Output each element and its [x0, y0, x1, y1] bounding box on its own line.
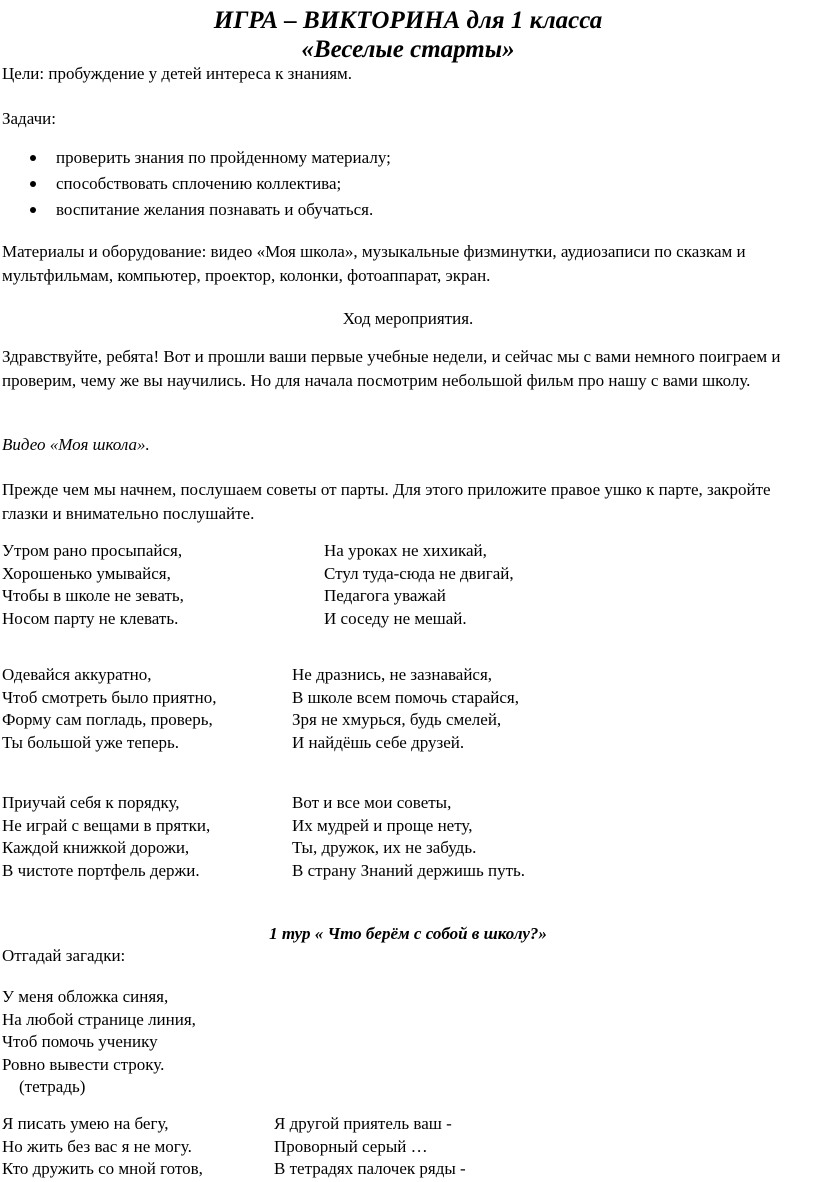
list-item: воспитание желания познавать и обучаться. [0, 198, 391, 224]
list-item: проверить знания по пройденному материалу; [0, 146, 391, 172]
bullet-icon [30, 181, 36, 187]
poem-block-2-right: Не дразнись, не зазнавайся, В школе всем помочь старайся, Зря не хмурься, будь смелей, И найдёшь себе друзей. [292, 665, 519, 752]
title-line-2: «Веселые старты» [301, 36, 515, 63]
goals-text: Цели: пробуждение у детей интереса к знаниям. [2, 64, 353, 83]
bullet-icon [30, 155, 36, 161]
bullet-icon [30, 207, 36, 213]
poem-block-3-right: Вот и все мои советы, Их мудрей и проще нету, Ты, дружок, их не забудь. В страну Знаний держишь путь. [292, 793, 526, 880]
tasks-list [0, 146, 391, 224]
poem-block-2-left: Одевайся аккуратно, Чтоб смотреть было приятно, Форму сам погладь, проверь, Ты большой уже теперь. [2, 665, 217, 752]
riddles-label: Отгадай загадки: [2, 946, 126, 965]
poem-block-1-right: На уроках не хихикай, Стул туда-сюда не двигай, Педагога уважай И соседу не мешай. [324, 541, 514, 628]
tour-1-heading: 1 тур « Что берём с собой в школу?» [269, 924, 547, 943]
riddle-2-left: Я писать умею на бегу, Но жить без вас я не могу. Кто дружить со мной готов, [2, 1114, 203, 1178]
greeting-text: Здравствуйте, ребята! Вот и прошли ваши первые учебные недели, и сейчас мы с вами немного поиграем и проверим, чему же вы научились. Но для начала посмотрим небольшой фильм про нашу с вами школу. [2, 347, 781, 390]
riddle-1: У меня обложка синяя, На любой странице линия, Чтоб помочь ученику Ровно вывести строку. (тетрадь) [2, 987, 196, 1096]
tasks-label: Задачи: [2, 109, 56, 128]
poem-block-1-left: Утром рано просыпайся, Хорошенько умывайся, Чтобы в школе не зевать, Носом парту не клевать. [2, 541, 184, 628]
video-note: Видео «Моя школа». [2, 435, 150, 454]
document-title [0, 0, 816, 64]
materials-text: Материалы и оборудование: видео «Моя школа», музыкальные физминутки, аудиозаписи по сказкам и мультфильмам, компьютер, проектор, колонки, фотоаппарат, экран. [2, 242, 746, 285]
riddle-2-right: Я другой приятель ваш - Проворный серый … В тетрадях палочек ряды - [274, 1114, 466, 1178]
list-item: способствовать сплочению коллектива; [0, 172, 391, 198]
course-heading: Ход мероприятия. [342, 309, 474, 328]
title-line-1: ИГРА – ВИКТОРИНА для 1 класса [213, 7, 603, 34]
poem-block-3-left: Приучай себя к порядку, Не играй с вещами в прятки, Каждой книжкой дорожи, В чистоте портфель держи. [2, 793, 211, 880]
before-start-text: Прежде чем мы начнем, послушаем советы от парты. Для этого приложите правое ушко к парте, закройте глазки и внимательно послушайте. [2, 480, 771, 523]
